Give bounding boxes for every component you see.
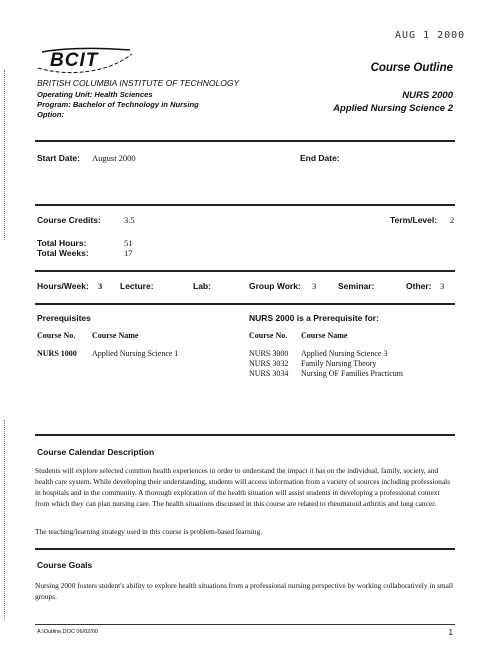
prereq-for-row-name: Applied Nursing Science 3 [301,349,388,358]
total-weeks-label: Total Weeks: [37,248,89,258]
divider [35,140,455,142]
prereq-for-row-no: NURS 3000 [249,349,289,358]
hours-week-value: 3 [98,281,103,291]
prereq-for-row-name: Nursing OF Families Practicum [301,369,403,378]
prereq-col-name: Course Name [92,331,139,340]
lecture-label: Lecture: [120,281,154,291]
prerequisites-title: Prerequisites [37,313,91,323]
other-label: Other: [406,281,432,291]
prereq-col-no: Course No. [37,331,76,340]
operating-unit: Operating Unit: Health Sciences [37,90,153,99]
goals-title: Course Goals [37,560,93,570]
term-value: 2 [450,215,455,225]
divider [35,434,455,436]
received-date-stamp: AUG 1 2000 [395,30,466,41]
scan-margin-marks [4,70,7,240]
prereq-for-title: NURS 2000 is a Prerequisite for: [249,313,379,323]
course-name: Applied Nursing Science 2 [333,103,453,114]
scan-margin-marks [4,420,7,620]
group-work-label: Group Work: [249,281,301,291]
prereq-row-no: NURS 1000 [37,349,77,358]
program: Program: Bachelor of Technology in Nursing [37,100,199,109]
divider [35,204,455,206]
footer-file: A:\Outline.DOC 06/02/00 [37,629,98,635]
prereq-for-col-no: Course No. [249,331,288,340]
divider [35,548,455,550]
calendar-title: Course Calendar Description [37,447,155,457]
calendar-strategy: The teaching/learning strategy used in this course is problem-based learning. [35,527,262,536]
page-number: 1 [448,628,453,637]
prereq-for-row-no: NURS 3034 [249,369,289,378]
term-label: Term/Level: [390,215,438,225]
prereq-for-col-name: Course Name [301,331,348,340]
start-date-label: Start Date: [37,153,80,163]
bcit-logo [36,46,136,78]
institute-name: BRITISH COLUMBIA INSTITUTE OF TECHNOLOGY [37,78,240,88]
calendar-description: Students will explore selected common health experiences in order to understand the impact it has on the individual, family, society, and health care system. While developing their understanding, students will access information from a variety of sources including professionals in hospitals and in the community. A thorough exploration of the health situation will assist students in developing a professional context from which they can plan nursing care. The health situations discussed in this course are related to rheumatoid arthritis and lung cancer. [35,466,451,508]
other-value: 3 [440,281,445,291]
seminar-label: Seminar: [338,281,375,291]
divider [35,270,455,272]
footer-divider [35,624,455,625]
total-weeks-value: 17 [124,248,133,258]
logo-text: BCIT [50,50,99,71]
hours-week-label: Hours/Week: [37,281,89,291]
prereq-row-name: Applied Nursing Science 1 [92,349,179,358]
start-date-value: August 2000 [92,153,136,163]
doc-title: Course Outline [370,62,453,74]
divider [35,303,455,305]
lab-label: Lab: [193,281,211,291]
prereq-for-row-name: Family Nursing Theory [301,359,377,368]
prereq-for-row-no: NURS 3032 [249,359,289,368]
credits-value: 3.5 [124,215,135,225]
option: Option: [37,110,64,119]
group-work-value: 3 [312,281,317,291]
goals-description: Nursing 2000 fosters student's ability to explore health situations from a professional nursing perspective by working collaboratively in small groups. [35,581,454,601]
end-date-label: End Date: [300,153,340,163]
credits-label: Course Credits: [37,215,101,225]
total-hours-label: Total Hours: [37,238,87,248]
total-hours-value: 51 [124,238,133,248]
course-code: NURS 2000 [402,90,453,101]
